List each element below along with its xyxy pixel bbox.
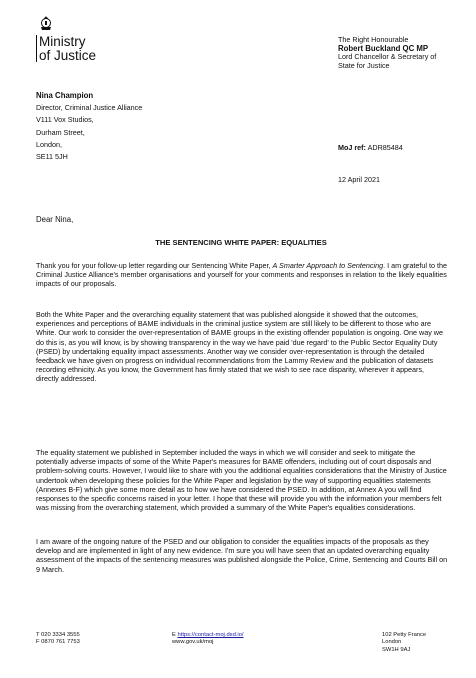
recipient-line: Director, Criminal Justice Alliance — [36, 103, 143, 113]
paragraph-3: The equality statement we published in September included the ways in which we will consider and seek to mitigate the potentially adverse impacts of some of the White Paper's measures for BAME offenders, including out of court disposals and problem-solving courts. However, I would like to share with you the additional equalities considerations that the Ministry of Justice undertook when developing these policies for the White Paper and legislation by the way of supporting equalities statements (Annexes B-F) which give some more detail as to how we have considered the PSED. In addition, at Annex A you will find responses to the specific concerns raised in your letter. I hope that these will provide you with the information your members felt was missing from the overarching statement, which provided a summary of the White Paper's equalities considerations. — [36, 448, 447, 513]
recipient-line: London, — [36, 139, 62, 149]
fax-number: F 0870 761 7753 — [36, 639, 80, 646]
sender-block — [338, 36, 470, 70]
paragraph-4: I am aware of the ongoing nature of the PSED and our obligation to consider the equalities impacts of the proposals as they develop and are implemented in light of any new evidence. I'm sure you will have seen that an updated overarching equality assessment of the impacts of the sentencing measures was published alongside the Police, Crime, Sentencing and Courts Bill on 9 March. — [36, 537, 448, 574]
salutation: Dear Nina, — [36, 215, 74, 224]
footer-phone — [36, 632, 80, 647]
recipient-name: Nina Champion — [36, 91, 94, 100]
recipient-line: Durham Street, — [36, 127, 85, 137]
letter-heading: THE SENTENCING WHITE PAPER: EQUALITIES — [155, 238, 327, 247]
reference-label: MoJ ref: — [338, 143, 366, 152]
paragraph-1-text: Thank you for your follow-up letter regarding our Sentencing White Paper, — [36, 261, 273, 270]
address-line: London — [382, 639, 402, 646]
logo-line-2: of Justice — [39, 47, 97, 63]
white-paper-title: A Smarter Approach to Sentencing — [272, 261, 384, 270]
phone-number: T 020 3334 3555 — [36, 632, 80, 638]
recipient-line: SE11 5JH — [36, 152, 68, 162]
email-prefix: E — [172, 632, 178, 638]
recipient-address — [36, 90, 236, 163]
footer-address — [382, 632, 426, 654]
sender-role-line-1: Lord Chancellor & Secretary of — [338, 52, 437, 62]
royal-crest-icon — [38, 16, 54, 32]
contact-link[interactable]: https://contact-moj.dsd.io/ — [177, 632, 244, 638]
footer-contact — [172, 632, 244, 647]
ministry-logo — [36, 16, 126, 62]
website-link[interactable]: www.gov.uk/moj — [172, 639, 214, 646]
letter-date: 12 April 2021 — [338, 175, 380, 184]
recipient-line: V111 Vox Studios, — [36, 115, 94, 125]
address-line: 102 Petty France — [382, 632, 427, 638]
email-line — [172, 632, 244, 639]
paragraph-1 — [36, 261, 448, 289]
logo-wordmark — [36, 35, 126, 62]
reference-value: ADR85484 — [367, 143, 403, 152]
sender-role-line-2: State for Justice — [338, 60, 390, 70]
sender-title: The Right Honourable — [338, 35, 409, 44]
paragraph-2: Both the White Paper and the overarching equality statement that was published alongside it showed that the outcomes, experiences and perceptions of BAME individuals in the criminal justice system are still likely to be different to those who are White. Our work to consider the over-representation of BAME groups in the existing offender population is ongoing. One way we do this is, as you will know, is by showing transparency in the way we have paid 'due regard' to the Public Sector Equality Duty (PSED) by undertaking equality impact assessments. Another way we consider over-representation is through the detailed feedback we have given on progress on individual recommendations from the Lammy Review and the publication of datasets recording ethnicity. As you know, the Government has firmly stated that we wish to see race disparity, wherever it appears, directly addressed. — [36, 310, 443, 384]
address-line: SW1H 9AJ — [382, 646, 411, 653]
reference — [338, 143, 468, 152]
logo-line-1: Ministry — [39, 34, 86, 49]
paragraph-1-text-end: . I am grateful to the Criminal Justice Alliance's member organisations and yourself for your comments and responses in relation to the likely equalities impacts of our proposals. — [36, 261, 448, 289]
sender-name: Robert Buckland QC MP — [338, 43, 429, 53]
